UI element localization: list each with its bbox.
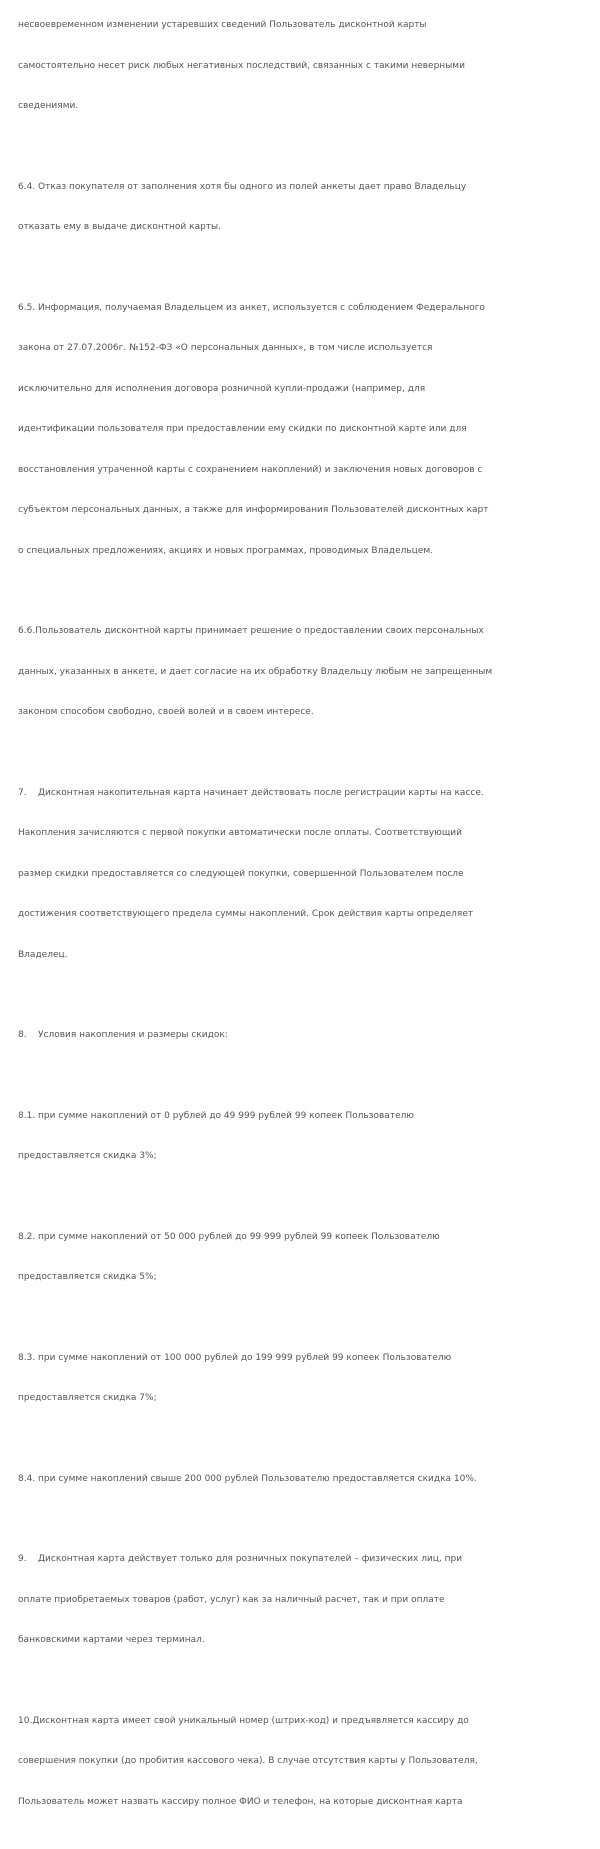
text-line: законом способом свободно, своей волей и в своем интересе. bbox=[18, 707, 314, 717]
text-line: предоставляется скидка 3%; bbox=[18, 1151, 157, 1161]
text-line: 10.Дисконтная карта имеет свой уникальный номер (штрих-код) и предъявляется кассиру до bbox=[18, 1715, 469, 1726]
text-line: Накопления зачисляются с первой покупки автоматически после оплаты. Соответствующий bbox=[18, 828, 463, 838]
text-line: 8.4. при сумме накоплений свыше 200 000 рублей Пользователю предоставляется скидка 10%. bbox=[18, 1473, 477, 1484]
text-line: 8.1. при сумме накоплений от 0 рублей до 49 999 рублей 99 копеек Пользователю bbox=[18, 1110, 414, 1121]
text-line: несвоевременном изменении устаревших сведений Пользователь дисконтной карты bbox=[18, 20, 427, 30]
text-line: банковскими картами через терминал. bbox=[18, 1635, 205, 1645]
paragraph-9 bbox=[18, 1526, 582, 1675]
text-line: исключительно для исполнения договора розничной купли-продажи (например, для bbox=[18, 383, 426, 394]
text-line: 8. Условия накопления и размеры скидок: bbox=[18, 1030, 228, 1040]
text-line: достижения соответствующего предела суммы накоплений. Срок действия карты определяет bbox=[18, 909, 474, 919]
text-line: сведениями. bbox=[18, 101, 79, 111]
text-line: размер скидки предоставляется со следующей покупки, совершенной Пользователем после bbox=[18, 868, 464, 879]
text-line: 7. Дисконтная накопительная карта начинает действовать после регистрации карты на кассе. bbox=[18, 787, 484, 798]
text-line: 9. Дисконтная карта действует только для розничных покупателей – физических лиц, при bbox=[18, 1554, 463, 1564]
text-line: субъектом персональных данных, а также для информирования Пользователей дисконтных карт bbox=[18, 505, 489, 515]
text-line: закона от 27.07.2006г. №152-ФЗ «О персональных данных», в том числе используется bbox=[18, 343, 433, 353]
paragraph-8-3 bbox=[18, 1325, 582, 1433]
text-line: предоставляется скидка 7%; bbox=[18, 1393, 157, 1403]
paragraph-6-6 bbox=[18, 598, 582, 747]
paragraph-7 bbox=[18, 760, 582, 990]
text-line: оплате приобретаемых товаров (работ, услуг) как за наличный расчет, так и при оплате bbox=[18, 1594, 445, 1605]
paragraph-8-4 bbox=[18, 1446, 582, 1514]
text-line: идентификации пользователя при предоставлении ему скидки по дисконтной карте или для bbox=[18, 424, 467, 434]
text-line: Владелец. bbox=[18, 949, 68, 960]
text-line: отказать ему в выдаче дисконтной карты. bbox=[18, 222, 222, 232]
text-line: данных, указанных в анкете, и дает согласие на их обработку Владельцу любым не запрещенным bbox=[18, 666, 493, 677]
text-line: Пользователь может назвать кассиру полное ФИО и телефон, на которые дисконтная карта bbox=[18, 1796, 463, 1807]
text-line: 6.4. Отказ покупателя от заполнения хотя бы одного из полей анкеты дает право Владельцу bbox=[18, 181, 467, 192]
text-line: восстановления утраченной карты с сохранением накоплений) и заключения новых договоров с bbox=[18, 464, 483, 475]
paragraph-6-3-tail bbox=[18, 0, 582, 141]
text-line: предоставляется скидка 5%; bbox=[18, 1272, 157, 1282]
paragraph-8 bbox=[18, 1002, 582, 1070]
text-line: 8.3. при сумме накоплений от 100 000 рублей до 199 999 рублей 99 копеек Пользователю bbox=[18, 1352, 452, 1363]
paragraph-8-2 bbox=[18, 1204, 582, 1312]
text-line: 6.5. Информация, получаемая Владельцем из анкет, используется с соблюдением Федерального bbox=[18, 302, 485, 313]
paragraph-8-1 bbox=[18, 1083, 582, 1191]
paragraph-10 bbox=[18, 1688, 582, 1837]
paragraph-6-5 bbox=[18, 275, 582, 586]
paragraph-6-4 bbox=[18, 154, 582, 262]
text-line: самостоятельно несет риск любых негативных последствий, связанных с такими неверными bbox=[18, 60, 465, 71]
text-line: 6.6.Пользователь дисконтной карты принимает решение о предоставлении своих персональных bbox=[18, 626, 484, 636]
text-line: совершения покупки (до пробития кассового чека). В случае отсутствия карты у Пользователя, bbox=[18, 1756, 478, 1766]
text-line: о специальных предложениях, акциях и новых программах, проводимых Владельцем. bbox=[18, 545, 433, 556]
text-line: 8.2. при сумме накоплений от 50 000 рублей до 99 999 рублей 99 копеек Пользователю bbox=[18, 1231, 440, 1242]
